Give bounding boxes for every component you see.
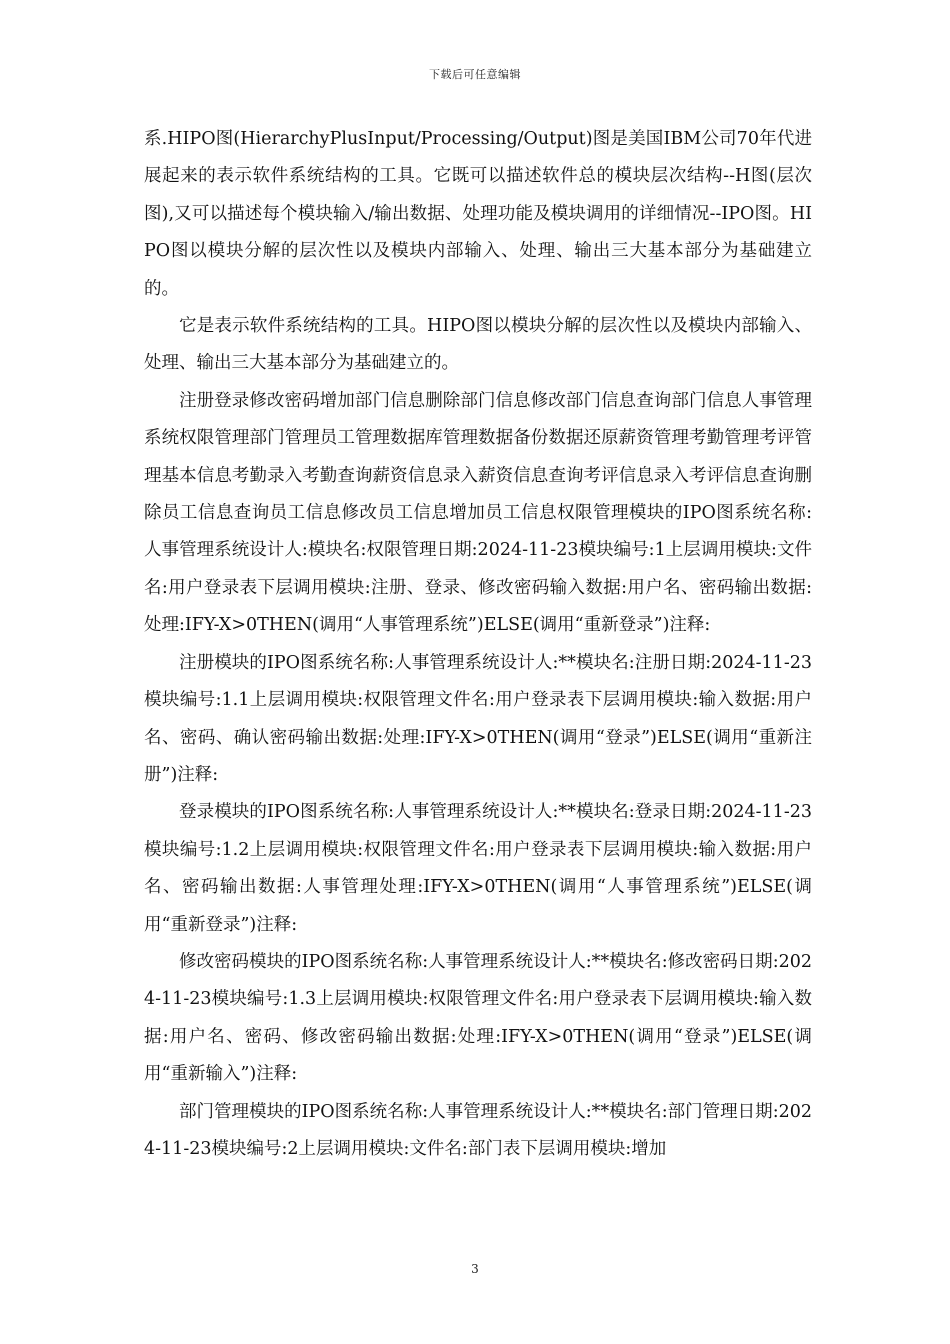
page-number: 3 [471,1262,479,1276]
paragraph-register-module-ipo: 注册模块的IPO图系统名称:人事管理系统设计人:**模块名:注册日期:2024-11-23模块编号:1.1上层调用模块:权限管理文件名:用户登录表下层调用模块:输入数据:用户名、密码、确认密码输出数据:处理:IFY-X>0THEN(调用“登录”)ELSE(调用“重新注册”)注释: [144,652,812,785]
paragraph-permission-module-ipo: 注册登录修改密码增加部门信息删除部门信息修改部门信息查询部门信息人事管理系统权限管理部门管理员工管理数据库管理数据备份数据还原薪资管理考勤管理考评管理基本信息考勤录入考勤查询薪资信息录入薪资信息查询考评信息录入考评信息查询删除员工信息查询员工信息修改员工信息增加员工信息权限管理模块的IPO图系统名称:人事管理系统设计人:模块名:权限管理日期:2024-11-23模块编号:1上层调用模块:文件名:用户登录表下层调用模块:注册、登录、修改密码输入数据:用户名、密码输出数据:处理:IFY-X>0THEN(调用“人事管理系统”)ELSE(调用“重新登录”)注释: [144,390,812,636]
paragraph-hipo-summary: 它是表示软件系统结构的工具。HIPO图以模块分解的层次性以及模块内部输入、处理、输出三大基本部分为基础建立的。 [144,316,812,374]
page-header: 下载后可任意编辑 [429,68,521,81]
paragraph-hipo-intro: 系.HIPO图(HierarchyPlusInput/Processing/Output)图是美国IBM公司70年代进展起来的表示软件系统结构的工具。它既可以描述软件总的模块层次结构--H图(层次图),又可以描述每个模块输入/输出数据、处理功能及模块调用的详细情况--IPO图。HIPO图以模块分解的层次性以及模块内部输入、处理、输出三大基本部分为基础建立的。 [144,129,812,299]
paragraph-login-module-ipo: 登录模块的IPO图系统名称:人事管理系统设计人:**模块名:登录日期:2024-11-23模块编号:1.2上层调用模块:权限管理文件名:用户登录表下层调用模块:输入数据:用户名、密码输出数据:人事管理处理:IFY-X>0THEN(调用“人事管理系统”)ELSE(调用“重新登录”)注释: [144,802,812,935]
paragraph-department-module-ipo: 部门管理模块的IPO图系统名称:人事管理系统设计人:**模块名:部门管理日期:2024-11-23模块编号:2上层调用模块:文件名:部门表下层调用模块:增加 [144,1101,812,1159]
document-body [144,121,812,1168]
paragraph-change-password-module-ipo: 修改密码模块的IPO图系统名称:人事管理系统设计人:**模块名:修改密码日期:2024-11-23模块编号:1.3上层调用模块:权限管理文件名:用户登录表下层调用模块:输入数据:用户名、密码、修改密码输出数据:处理:IFY-X>0THEN(调用“登录”)ELSE(调用“重新输入”)注释: [144,951,812,1085]
